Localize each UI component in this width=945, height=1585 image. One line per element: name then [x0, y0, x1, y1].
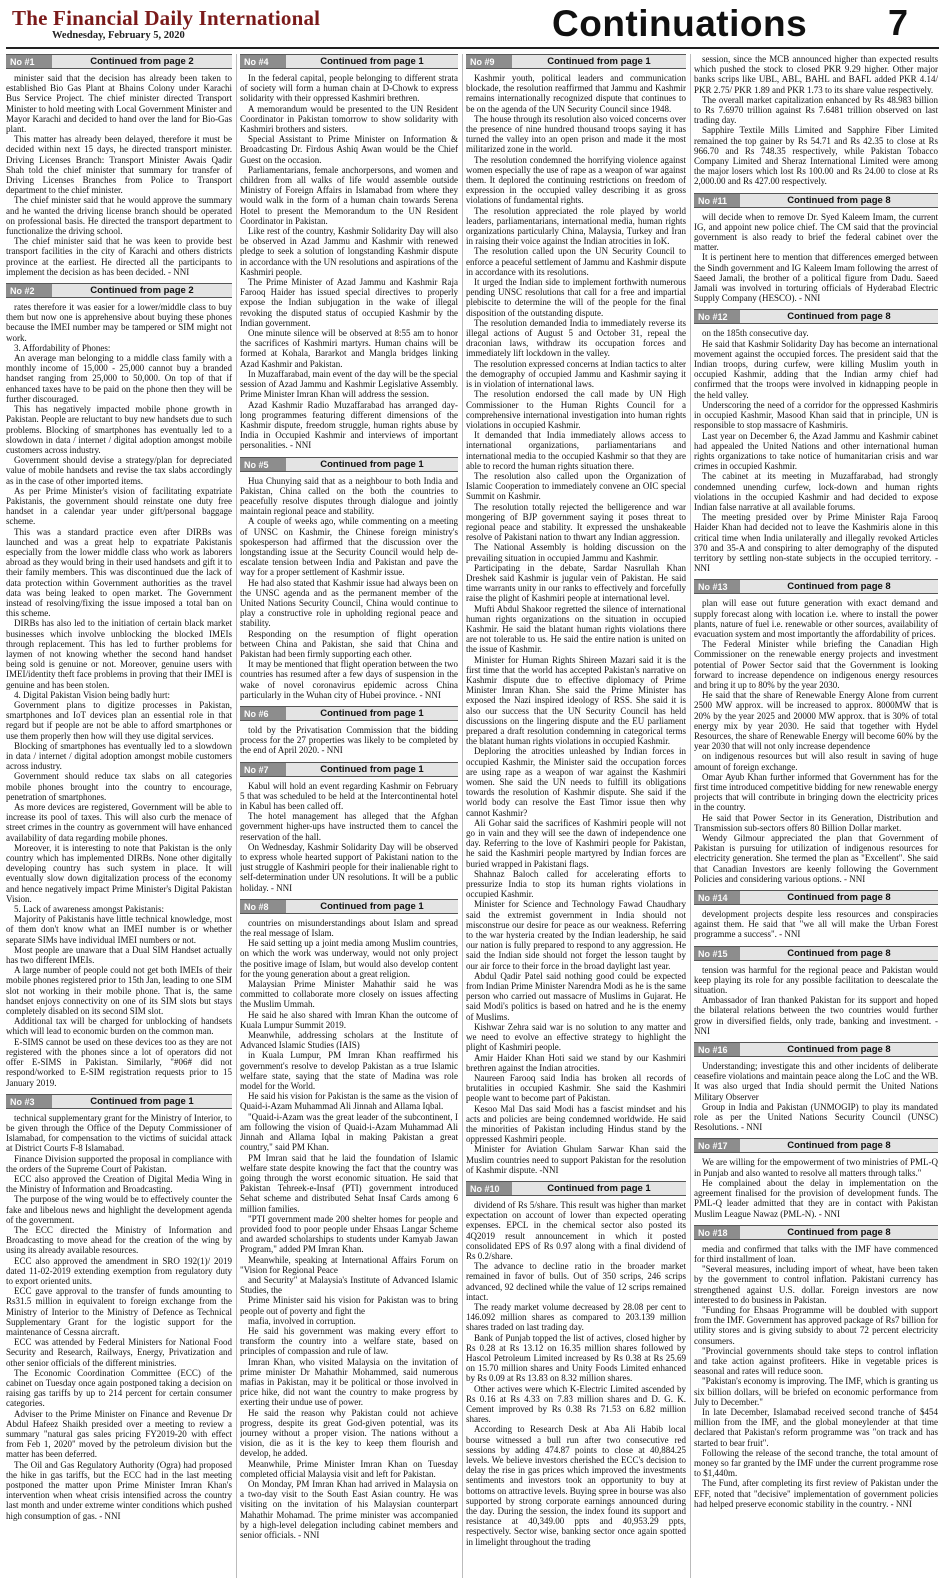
story-paragraph: The resolution condemned the horrifying violence against women especially the use of rape as a weapon of war against them. It deplored the continuing restrictions on freedom of expression in the occupied valley describing it as gross violations of fundamental rights. [466, 154, 686, 206]
story [694, 309, 938, 573]
story-paragraph: Naureen Farooq said India has broken all records of brutalities in occupied Kashmir. She said the Kashmiri people want to become part of Pakistan. [466, 1072, 686, 1104]
story-paragraph: On Monday, PM Imran Khan had arrived in Malaysia on a two-day visit to the South East Asian country. He was visiting on the invitation of his Malaysian counterpart Mahathir Mohamad. The prime minister was accompanied by a high-level delegation including cabinet members and senior officials. - NNI [240, 1479, 458, 1541]
story-paragraph: Amir Haider Khan Hoti said we stand by our Kashmiri brethren against the Indian atrocities. [466, 1052, 686, 1073]
story-paragraph: The resolution expressed concerns at Indian tactics to alter the demography of occupied Jammu and Kashmir saying it is in violation of international laws. [466, 358, 686, 390]
continued-from-label: Continued from page 1 [286, 458, 458, 471]
story-paragraph: Majority of Pakistanis have little technical knowledge, most of them don't know what an IMEI number is or whether separate SIMs have individual IMEI numbers or not. [6, 914, 232, 945]
story-number: No #7 [240, 763, 286, 776]
story-paragraph: According to Research Desk at Aba Ali Habib local bourse witnessed a bull run after two consecutive red sessions by adding 474.87 points to close at 40,884.25 levels. We believe investors cherished the ECC's decision to delay the rise in gas prices which improved the investments sentiments and investors took an opportunity to buy at bottoms on attractive levels. Buying spree in bourse was also supported by strong corporate earnings announced during the day. During the session, the index found its support and resistance at 40,349.00 ppts and 40,953.29 ppts, respectively. Sector wise, banking sector once again spotted in limelight throughout the trading [466, 1424, 686, 1547]
story-paragraph: media and confirmed that talks with the IMF have commenced for third installment of loan. [694, 1243, 938, 1264]
story-paragraph: on the 185th consecutive day. [702, 328, 809, 339]
story-header [694, 1138, 938, 1153]
story-paragraph: plan will ease out future generation with exact demand and supply forecast along with location i.e. where to install the power plants, nature of fuel i.e. renewable or other sources, availability of evacuation system and most importantly the affordability of prices. [694, 598, 938, 639]
story-body [6, 302, 232, 1088]
story-header [240, 762, 458, 777]
story-body [694, 54, 938, 187]
story-paragraph: Understanding; investigate this and other incidents of deliberate ceasefire violations and maintain peace along the LoC and the WB. It was also urged that India should permit the United Nations Military Observer [694, 1061, 938, 1102]
story-header [694, 579, 938, 594]
story-number: No #17 [694, 1139, 740, 1152]
story-paragraph: The overall market capitalization enhanced by Rs 48.983 billion to Rs 7.6970 trillion against Rs 7.6481 trillion observed on last trading day. [694, 94, 938, 126]
story [240, 762, 458, 893]
story-paragraph: An average man belonging to a middle class family with a monthly income of 15,000 - 25,000 cannot buy a branded handset ranging from 25,000 to 50,000. On top of that if enhanced taxes have to be paid on the phone then they will be further discouraged. [6, 353, 232, 404]
story-paragraph: minister said that the decision has already been taken to established Bio Gas Plant at Bhains Colony under Karachi Bus Service Project. The chief minister directed Transport Minister to hold meeting with Local Government Minister and Mayor Karachi and decided to hand over the land for Bio-Gas plant. [6, 73, 232, 135]
story-paragraph: Government should devise a strategy/plan for depreciated value of mobile handsets and revise the tax slabs accordingly as in the case of other imported items. [6, 455, 232, 486]
story-paragraph: Other actives were which K-Electric Limited ascended by Rs 0.16 at Rs 4.33 on 7.83 million shares and D. G. K. Cement improved by Rs 0.38 Rs 71.53 on 6.82 million shares. [466, 1383, 686, 1425]
story-paragraph: It may be mentioned that flight operation between the two countries has resumed after a few days of suspension in the wake of novel coronavirus epidemic across China particularly in the Wuhan city of Hubei province. - NNI [240, 659, 458, 700]
story-paragraph: It demanded that India immediately allows access to international organizations, parliamentarians and international media to the occupied Kashmir so that they are able to record the human rights situation there. [466, 430, 686, 471]
story-paragraph: tension was harmful for the regional peace and Pakistan would keep playing its role for any possible facilitation to deescalate the situation. [694, 964, 938, 996]
continued-from-label: Continued from page 1 [286, 900, 458, 913]
story-body [240, 476, 458, 700]
story-paragraph: Kashmir youth, political leaders and communication blockade, the resolution reaffirmed that Jammu and Kashmir remains internationally recognized dispute that continues to be on the agenda of the UN Security Council since 1948. [466, 73, 686, 114]
story-paragraph: "PTI government made 200 shelter homes for people and provided food to poor people under Ehsaas Langar Scheme and awarded scholarships to students under Kamyab Jawan Program," added PM Imran Khan. [240, 1213, 458, 1255]
continued-from-label: Continued from page 1 [286, 707, 458, 720]
story-number: No #18 [694, 1226, 740, 1239]
story-number: No #14 [694, 891, 740, 904]
continued-from-label: Continued from page 1 [286, 55, 458, 68]
story-paragraph: development projects despite less resources and conspiracies against them. He said that "we all will make the Urban Forest programme a success". - NNI [694, 909, 938, 940]
story-paragraph: and Security" at Malaysia's Institute of Advanced Islamic Studies, the [240, 1274, 458, 1296]
story-paragraph: The chief minister said that he was keen to provide best transport facilities in the city of Karachi and others districts province at the earliest. He directed all the participants to implement the decision as has been decided. - NNI [6, 236, 232, 277]
story-paragraph: Finance Division supported the proposal in compliance with the orders of the Supreme Court of Pakistan. [6, 1153, 232, 1174]
story-body [694, 965, 938, 1036]
story-header [240, 54, 458, 69]
story-paragraph: technical supplementary grant for the Ministry of Interior, to be given through the Office of the Deputy Commissioner of Islamabad, for compensation to the victims of suicidal attack at District Courts F-8 Islamabad. [6, 1112, 232, 1154]
story-paragraph: Adviser to the Prime Minister on Finance and Revenue Dr Abdul Hafeez Shaikh presided over a meeting to review a summary "natural gas sales pricing FY2019-20 with effect from Feb 1, 2020" moved by the petroleum division but the matter has been deferred. [6, 1408, 232, 1460]
story [694, 1042, 938, 1132]
story [6, 1094, 232, 1521]
story-number: No #16 [694, 1043, 740, 1056]
story-header [694, 1042, 938, 1057]
story-body [694, 1061, 938, 1132]
story-number: No #11 [694, 194, 740, 207]
story-paragraph: Minister for Aviation Ghulam Sarwar Khan said the Muslim countries need to support Pakistan for the resolution of Kashmir dispute. -NNI [466, 1144, 686, 1175]
story-number: No #2 [6, 284, 52, 297]
story-paragraph: mafia, involved in corruption. [248, 1315, 356, 1326]
story-paragraph: It urged the Indian side to implement forthwith numerous pending UNSC resolutions that call for a free and impartial plebiscite to determine the will of the people for the final disposition of the outstanding dispute. [466, 277, 686, 318]
story [6, 283, 232, 1088]
story [694, 946, 938, 1036]
story-header [694, 1225, 938, 1240]
story-number: No #12 [694, 310, 740, 323]
story-paragraph: will decide when to remove Dr. Syed Kaleem Imam, the current IG, and appoint new police chief. The CM said that the provincial government is also ready to brief the federal cabinet over the matter. [694, 211, 938, 253]
story-paragraph: As more devices are registered, Government will be able to increase its pool of taxes. This will also curb the menace of street crimes in the country as government will have enhanced availability of data regarding mobile phones. [6, 802, 232, 843]
story-paragraph: Following the release of the second tranche, the total amount of money so far granted by the IMF under the current programme rose to $1,440m. [694, 1447, 938, 1479]
page-number: 7 [888, 2, 909, 43]
story-paragraph: Meanwhile, speaking at International Affairs Forum on "Vision for Regional Peace [240, 1254, 458, 1275]
story-paragraph: One minute silence will be observed at 8:55 am to honor the sacrifices of Kashmiri martyrs. Human chains will be formed at Kohala, Bararkot and Mangla bridges linking Azad Kashmir and Pakistan. [240, 328, 458, 369]
story-paragraph: ECC was attended by Federal Ministers for National Food Security and Research, Railways, Energy, Privatization and other senior officials of the different ministries. [6, 1337, 232, 1368]
story [466, 54, 686, 1175]
story-paragraph: Meanwhile, addressing scholars at the Institute of Advanced Islamic Studies (IAIS) [240, 1030, 458, 1051]
story-paragraph: told by the Privatisation Commission that the bidding process for the 27 properties was likely to be completed by the end of April 2020. - NNI [240, 724, 458, 756]
column-4 [694, 54, 938, 1578]
story-paragraph: Wendy Gilmour appreciated the plan that Government of Pakistan is pursuing for utilization of indigenous resources for electricity generation. She termed the plan as "Excellent". She said that Canadian Investors are keenly following the Government Policies and considering various options. - NNI [694, 833, 938, 884]
story-paragraph: ECC also approved the amendment in SRO 192(1)/ 2019 dated 11-02-2019 extending exemption from regulatory duty to export oriented units. [6, 1255, 232, 1286]
story [694, 890, 938, 940]
story-paragraph: As per Prime Minister's vision of facilitating expatriate Pakistanis, the government should reinstate one duty free handset in a calendar year under gift/personal baggage scheme. [6, 485, 232, 527]
story-paragraph: The resolution endorsed the call made by UN High Commissioner to the Human Rights Council for a comprehensive international investigation into human rights violations in occupied Kashmir. [466, 389, 686, 430]
story [466, 1181, 686, 1547]
story-paragraph: Mufti Abdul Shakoor regretted the silence of international human rights organizations on the situation in occupied Kashmir. He said the blatant human rights violations there are not tolerable to us. He said the entire nation is united on the issue of Kashmir. [466, 603, 686, 655]
story-number: No #10 [466, 1182, 512, 1195]
paper-name: The Financial Daily International [12, 6, 321, 30]
story-paragraph: 4. Digital Pakistan Vision being badly hurt: [14, 689, 171, 700]
story-paragraph: He said he also shared with Imran Khan the outcome of Kuala Lumpur Summit 2019. [240, 1009, 458, 1030]
story-paragraph: He had also stated that Kashmir issue had always been on the UNSC agenda and as the permanent member of the United Nations Security Council, China would continue to play a constructive role in upholding regional peace and stability. [240, 577, 458, 629]
story-paragraph: "Provincial governments should take steps to control inflation and take action against profiteers. Hike in vegetable prices is seasonal and rates will reduce soon. [694, 1345, 938, 1377]
story-paragraph: Most people are unaware that a Dual SIM Handset actually has two different IMEIs. [6, 944, 232, 966]
story-number: No #15 [694, 947, 740, 960]
continued-from-label: Continued from page 8 [740, 891, 938, 904]
story-paragraph: Blocking of smartphones has eventually led to a slowdown in data / internet / digital adoption amongst mobile customers across industry. [6, 740, 232, 772]
story-paragraph: Kabul will hold an event regarding Kashmir on February 5 that was scheduled to be held at the Intercontinental hotel in Kabul has been called off. [240, 780, 458, 811]
story-paragraph: Ambassador of Iran thanked Pakistan for its support and hoped the bilateral relations between the two countries would further grow in diversified fields, only trade, banking and investment. - NNI [694, 995, 938, 1036]
story-header [240, 899, 458, 914]
story-paragraph: Meanwhile, Prime Minister Imran Khan on Tuesday completed official Malaysia visit and left for Pakistan. [240, 1458, 458, 1479]
story-number: No #9 [466, 55, 512, 68]
story-paragraph: He said setting up a joint media among Muslim countries, on which the work was underway, would not only project the positive image of Islam, but would also develop content for the young generation about a great religion. [240, 938, 458, 979]
story-paragraph: Imran Khan, who visited Malaysia on the invitation of prime minister Dr Mahathir Mohammed, said numerous mafias in Pakistan, may it be political or those involved in price hike, did not want the country to make progress by exerting their undue use of power. [240, 1356, 458, 1408]
continued-from-label: Continued from page 1 [52, 1095, 232, 1108]
story-paragraph: The advance to decline ratio in the broader market remained in favor of bulls. Out of 350 scrips, 246 scrips advanced, 92 declined while the value of 12 scrips remained intact. [466, 1261, 686, 1302]
story-paragraph: "Several measures, including import of wheat, have been taken by the government to control inflation. Pakistani currency has strengthened against U.S. dollar. Foreign investors are now interested to do business in Pakistan. [694, 1264, 938, 1305]
story-paragraph: In late December, Islamabad received second tranche of $454 million from the IMF, and the global moneylender at that time declared that Pakistan's reform programme was "on track and has started to bear fruit". [694, 1406, 938, 1448]
story-paragraph: The Prime Minister of Azad Jammu and Kashmir Raja Farooq Haider has issued special directives to properly expose the Indian subjugation in the wake of illegal revoking the disputed status of occupied Kashmir by the Indian government. [240, 277, 458, 328]
story-paragraph: The resolution also called upon the Organization of Islamic Cooperation to immediately convene an OIC special Summit on Kashmir. [466, 470, 686, 502]
column-divider [690, 54, 691, 1578]
story-paragraph: The Economic Coordination Committee (ECC) of the cabinet on Tuesday once again postponed taking a decision on raising gas tariffs by up to 214 percent for certain consumer categories. [6, 1367, 232, 1409]
story-paragraph: The meeting presided over by Prime Minister Raja Farooq Haider Khan had decided not to leave the Kashmiris alone in this critical time when India unilaterally and illegally revoked Articles 370 and 35-A and conspiring to alter demography of the disputed territory by settling non-state subjects in the occupied territory. - NNI [694, 512, 938, 574]
continued-from-label: Continued from page 1 [512, 1182, 686, 1195]
story-paragraph: Last year on December 6, the Azad Jammu and Kashmir cabinet had appealed the United Nations and other international human rights organizations to take notice of humanitarian crisis and war crimes in occupied Kashmir. [694, 430, 938, 472]
masthead [0, 0, 945, 48]
story-paragraph: The resolution appreciated the role played by world leaders, parliamentarians, international media, human rights organizations particularly China, Malaysia, Turkey and Iran in raising their voice against the Indian atrocities in IoK. [466, 205, 686, 247]
story-paragraph: The ready market volume decreased by 28.08 per cent to 146.092 million shares as compared to 203.139 million shares traded on last trading day. [466, 1301, 686, 1333]
story [6, 54, 232, 277]
story-paragraph: "Funding for Ehsaas Programme will be doubled with support from the IMF. Government has approved package of Rs7 billion for utility stores and is giving subsidy to about 72 percent electricity consumers. [694, 1304, 938, 1346]
story-paragraph: in Kuala Lumpur, PM Imran Khan reaffirmed his government's resolve to develop Pakistan as a true Islamic welfare state, saying that the state of Madina was role model for the World. [240, 1050, 458, 1092]
story-header [466, 1181, 686, 1196]
story-number: No #3 [6, 1095, 52, 1108]
story-body [240, 918, 458, 1540]
story-paragraph: He said that the share of Renewable Energy Alone from current 2500 MW approx. will be increased to approx. 8000MW that is 20% by the year 2025 and 20000 MW approx. that is 30% of total energy mix by year 2030. He said that together with Hydel Resources, the share of Renewable Energy will become 60% by the year 2030 that will not only increase dependence [694, 690, 938, 752]
story-paragraph: Government plans to digitize processes in Pakistan, smartphones and IoT devices plan an essential role in that regard but if people are not be able to afford smartphones or use them properly then how will they use digital services. [6, 699, 232, 741]
story-paragraph: He said that Power Sector in its Generation, Distribution and Transmission sub-sectors offers 80 Billion Dollar market. [694, 812, 938, 833]
continued-from-label: Continued from page 8 [740, 194, 938, 207]
story [240, 457, 458, 700]
story-paragraph: PM Imran said that he laid the foundation of Islamic welfare state despite knowing the fact that the country was going through the worst economic situation. He said that Pakistan Tehreek-e-Insaf (PTI) government introduced Sehat scheme and distributed Sehat Insaf Cards among 6 million families. [240, 1152, 458, 1214]
continued-from-label: Continued from page 1 [286, 763, 458, 776]
story-body [694, 1244, 938, 1509]
story-body [694, 909, 938, 940]
column-2 [240, 54, 458, 1578]
story-number: No #6 [240, 707, 286, 720]
story [240, 706, 458, 756]
story-paragraph: The house through its resolution also voiced concerns over the presence of nine hundred thousand troops saying it has turned the valley into an open prison and made it the most militarized zone in the world. [466, 113, 686, 155]
story-body [240, 781, 458, 893]
story-paragraph: Ali Gohar said the sacrifices of Kashmiri people will not go in vain and they will see the dawn of independence one day. Referring to the love of Kashmiri people for Pakistan, he said the Kashmiri people martyred by Indian forces are buried wrapped in Pakistani flags. [466, 817, 686, 869]
story-paragraph: In the federal capital, people belonging to different strata of society will form a human chain at D-Chowk to express solidarity with their oppressed Kashmiri brethren. [240, 73, 458, 104]
story-paragraph: The National Assembly is holding discussion on the prevailing situation in occupied Jammu and Kashmir. [466, 542, 686, 563]
paper-date: Wednesday, February 5, 2020 [52, 30, 185, 41]
continued-from-label: Continued from page 1 [512, 55, 686, 68]
continued-from-label: Continued from page 8 [740, 947, 938, 960]
story-paragraph: This has negatively impacted mobile phone growth in Pakistan. People are reluctant to buy new handsets due to such problems. Blocking of smartphones has eventually led to a slowdown in data / internet / digital adoption amongst mobile customers across industry. [6, 404, 232, 455]
story-header [466, 54, 686, 69]
story-paragraph: He said the reason why Pakistan could not achieve progress, despite its great God-given potential, was its journey without a proper vision. The nations without a vision, die as it is the key to keep them flourish and develop, he added. [240, 1407, 458, 1459]
story-paragraph: Kesoo Mal Das said Modi has a fascist mindset and his acts and policies are being condemned worldwide. He said the minorities of Pakistan including Hindus stand by the oppressed Kashmiri people. [466, 1103, 686, 1145]
story-paragraph: Abdul Qadir Patel said nothing good could be expected from Indian Prime Minister Narendra Modi as he is the same person who carried out massacre of Muslims in Gujarat. He said Modi's politics is based on hatred and he is the enemy of Muslims. [466, 970, 686, 1022]
story-body [466, 1200, 686, 1547]
story-body [694, 598, 938, 884]
story-body [240, 725, 458, 756]
story-paragraph: The cabinet at its meeting in Muzaffarabad, had strongly condemned unending curfew, lock-down and human rights violations in the occupied Kashmir and had decided to expose Indian false narrative at all available forums. [694, 471, 938, 512]
story-paragraph: The hotel management has alleged that the Afghan government higher-ups have instructed them to cancel the reservation of the hall. [240, 811, 458, 842]
story-paragraph: rates therefore it was easier for a lower/middle class to buy them but now one is apprehensive about buying these phones because the IMEI number may be tampered or SIM might not work. [6, 302, 232, 343]
story-body [694, 212, 938, 304]
story-paragraph: He said his vision for Pakistan is the same as the vision of Quaid-i-Azam Muhammad Ali Jinnah and Allama Iqbal. [240, 1091, 458, 1112]
story-paragraph: on indigenous resources but will also result in saving of huge amount of foreign exchange. [694, 751, 938, 772]
story-body [6, 1113, 232, 1521]
story-paragraph: Hua Chunying said that as a neighbour to both India and Pakistan, China called on the both the countries to peacefully resolve disputes through dialogue and jointly maintain regional peace and stability. [240, 475, 458, 517]
story-paragraph: We are willing for the empowerment of two ministries of PML-Q in Punjab and also wanted to resolve all matters through talks." [694, 1157, 938, 1178]
story-paragraph: The resolution demanded India to immediately reverse its illegal actions of August 5 and October 31, repeal the draconian laws, withdraw its occupation forces and immediately lift lockdown in the valley. [466, 317, 686, 359]
story-header [6, 283, 232, 298]
story-paragraph: Parliamentarians, female anchorpersons, and women and children from all walks of life would assemble outside Ministry of Foreign Affairs in Islamabad from where they would walk in the form of a human chain towards Serena Hotel to present the Memorandum to the UN Resident Coordinator in Pakistan. [240, 164, 458, 226]
story-paragraph: On Wednesday, Kashmir Solidarity Day will be observed to express whole hearted support of Pakistani nation to the just struggle of Kashmiri people for their inalienable right to self-determination under UN resolutions. It will be a public holiday. - NNI [240, 841, 458, 893]
story-paragraph: countries on misunderstandings about Islam and spread the real message of Islam. [240, 917, 458, 939]
story-paragraph: Additional tax will be charged for unblocking of handsets which will lead to economic burden on the common man. [6, 1016, 232, 1037]
story-paragraph: A large number of people could not get both IMEIs of their mobile phones registered prior to 15th Jan, leading to one SIM slot not working in their mobile phone. That is, the same handset enjoys connectivity on one of its SIM slots but stays completely disabled on its second SIM slot. [6, 965, 232, 1017]
story-body [240, 73, 458, 451]
story-paragraph: The ECC directed the Ministry of Information and Broadcasting to move ahead for the creation of the wing by using its already available resources. [6, 1224, 232, 1256]
masthead-rule [6, 47, 939, 49]
story-paragraph: "Quaid-i-Azam was the great leader of the subcontinent, I am following the vision of Quaid-i-Azam Muhammad Ali Jinnah and Allama Iqbal in making Pakistan a great country," said PM Khan. [240, 1111, 458, 1153]
story-paragraph: 3. Affordability of Phones: [14, 342, 111, 353]
story-paragraph: The purpose of the wing would be to effectively counter the fake and libelous news and highlight the development agenda of the government. [6, 1194, 232, 1225]
story-paragraph: Sapphire Textile Mills Limited and Sapphire Fiber Limited remained the top gainer by Rs 54.71 and Rs 42.35 to close at Rs 966.70 and Rs 748.35 respectively, while Pakistan Tobacco Company Limited and Sheraz International Limited were among the major losers which lost Rs 100.00 and Rs 24.00 to close at Rs 2,000.00 and Rs 427.00 respectively. [694, 125, 938, 187]
story-paragraph: 5. Lack of awareness amongst Pakistanis: [14, 904, 164, 915]
story [694, 54, 938, 187]
story-header [694, 946, 938, 961]
story-paragraph: dividend of Rs 5/share. This result was higher than market expectation on account of lower than expected operating expenses. EPCL in the chemical sector also posted its 4Q2019 result announcement in which it posted consolidated EPS of Rs 0.97 along with a final dividend of Rs 0.2/share. [466, 1199, 686, 1261]
story-paragraph: Shahnaz Baloch called for accelerating efforts to pressurize India to stop its human rights violations in occupied Kashmir. [466, 868, 686, 900]
story-paragraph: Minister for Science and Technology Fawad Chaudhary said the extremist government in India should not misconstrue our desire for peace as our weakness. Referring to the war hysteria created by the Indian leadership, he said our nation is fully prepared to respond to any aggression. He said the Indian side should not forget the lesson taught by our air force to their force in the broad daylight last year. [466, 899, 686, 971]
story-paragraph: The resolution called upon the UN Security Council to enforce a peaceful settlement of Jammu and Kashmir dispute in accordance with its resolutions. [466, 246, 686, 277]
story-header [240, 457, 458, 472]
story-header [240, 706, 458, 721]
story-paragraph: The Federal Minister while briefing the Canadian High Commissioner on the renewable energy projects and investment potential of Power Sector said that the Government is looking forward to increase dependence on indigenous energy resources and bring it up to 80% by the year 2030. [694, 639, 938, 690]
story-number: No #8 [240, 900, 286, 913]
story-header [6, 1094, 232, 1109]
story-body [694, 1157, 938, 1218]
story-paragraph: He said that Kashmir Solidarity Day has become an international movement against the occupied forces. The president said that the Indian troops, during curfew, were killing Muslim youth in occupied Kashmir, adding that the Indian army chief had confirmed that the troops were involved in kidnapping people in the held valley. [694, 338, 938, 400]
story-paragraph: Kishwar Zehra said war is no solution to any matter and we need to evolve an effective strategy to highlight the plight of Kashmiri people. [466, 1021, 686, 1053]
story-paragraph: Minister for Human Rights Shireen Mazari said it is the first time that the world has accepted Pakistan's narrative on Kashmir dispute due to effective diplomacy of Prime Minister Imran Khan. She said the Prime Minister has exposed the Nazi inspired ideology of RSS. She said it is also our success that the UN Security Council has held discussions on the lingering dispute and the EU parliament prepared a draft resolution condemning in categorical terms the blatant human rights violations in occupied Kashmir. [466, 654, 686, 747]
story-paragraph: It is pertinent here to mention that differences emerged between the Sindh government and IG Kaleem Imam following the arrest of Saeed Jamali, the brother of a political figure from Dadu. Saeed Jamali was involved in torturing officials of Hyderabad Electric Supply Company (HESCO). - NNI [694, 252, 938, 304]
story [240, 54, 458, 451]
story-paragraph: This matter has already been delayed, therefore it must be decided within next 15 days, he directed transport minister. Driving Licenses Branch: Transport Minister Awais Qadir Shah told the chief minister that summary for transfer of Driving Licenses Branches from Police to Transport department to the chief minister. [6, 134, 232, 196]
story-paragraph: Omar Ayub Khan further informed that Government has for the first time introduced competitive bidding for new renewable energy projects that will contribute in bringing down the electricity prices in the country. [694, 771, 938, 813]
story-paragraph: A couple of weeks ago, while commenting on a meeting of UNSC on Kashmir, the Chinese foreign ministry's spokesperson had affirmed that the discussion over the longstanding issue at the Security Council would help de-escalate tension between India and Pakistan and pave the way for a proper settlement of Kashmir issue. [240, 516, 458, 578]
story-paragraph: Malaysian Prime Minister Mahathir said he was committed to collaborate more closely on issues affecting the Muslim Ummah. [240, 979, 458, 1010]
story-paragraph: A memorandum would be presented to the UN Resident Coordinator in Pakistan tomorrow to show solidarity with Kashmiri brothers and sisters. [240, 103, 458, 135]
continued-from-label: Continued from page 8 [740, 1226, 938, 1239]
story-paragraph: Moreover, it is interesting to note that Pakistan is the only country which has implemented DIRBs. None other digitally developing country has such system in place. It will eventually slow down digitalization process of the economy and hence negatively impact Prime Minister's Digital Pakistan Vision. [6, 842, 232, 904]
story [694, 1138, 938, 1218]
column-divider [462, 54, 463, 1578]
story-paragraph: He complained about the delay in implementation on the agreement finalised for the provision of development funds. The PML-Q leader admitted that they are in contact with Pakistan Muslim League Nawaz (PML-N). - NNI [694, 1177, 938, 1219]
story-paragraph: session, since the MCB announced higher than expected results which pushed the stock to closed PKR 9.29 higher. Other major banks scrips like UBL, ABL, BAHL and BAFL added PKR 4.14/ PKR 2.75/ PKR 1.89 and PKR 1.73 to its share value respectively. [694, 54, 938, 95]
story-paragraph: The Oil and Gas Regulatory Authority (Ogra) had proposed the hike in gas tariffs, but the ECC had in the last meeting postponed the matter upon Prime Minister Imran Khan's intervention when wheat crisis intensified across the country last month and under extreme winter conditions which pushed high consumption of gas. - NNI [6, 1459, 232, 1521]
continued-from-label: Continued from page 8 [740, 580, 938, 593]
column-divider [236, 54, 237, 1578]
story-paragraph: Prime Minister said his vision for Pakistan was to bring people out of poverty and fight the [240, 1295, 458, 1316]
story-paragraph: ECC also approved the Creation of Digital Media Wing in the Ministry of Information and Broadcasting. [6, 1173, 232, 1195]
story-paragraph: "Pakistan's economy is improving. The IMF, which is granting us six billion dollars, will be briefed on economic performance from July to December." [694, 1376, 938, 1407]
story-paragraph: In Muzaffarabad, main event of the day will be the special session of Azad Jammu and Kashmir Legislative Assembly. Prime Minister Imran Khan will address the session. [240, 368, 458, 400]
story-paragraph: Government should reduce tax slabs on all categories mobile phones brought into the country to encourage, penetration of smartphones. [6, 771, 232, 802]
continued-from-label: Continued from page 8 [740, 1043, 938, 1056]
story-paragraph: Special Assistant to Prime Minister on Information & Broadcasting Dr. Firdous Ashiq Awan would be the Chief Guest on the occasion. [240, 134, 458, 165]
story-number: No #1 [6, 55, 52, 68]
story-paragraph: Group in India and Pakistan (UNMOGIP) to play its mandated role as per the United Nations Security Council (UNSC) Resolutions. - NNI [694, 1101, 938, 1133]
continued-from-label: Continued from page 2 [52, 55, 232, 68]
story-number: No #4 [240, 55, 286, 68]
story [694, 579, 938, 884]
story [694, 1225, 938, 1509]
story-body [694, 328, 938, 573]
story-body [466, 73, 686, 1175]
story-paragraph: The resolution totally rejected the belligerence and war mongering of BJP government saying it poses threat to regional peace and stability. It expressed the unshakeable resolve of Pakistani nation to thwart any Indian aggression. [466, 501, 686, 543]
story-paragraph: Deploring the atrocities unleashed by Indian forces in occupied Kashmir, the Minister said the occupation forces are using rape as a weapon of war against the Kashmiri women. She said the UN needs to fulfill its obligations towards the resolution of Kashmir dispute. She said if the world body can resolve the East Timor issue then why cannot Kashmir? [466, 746, 686, 818]
story-body [6, 73, 232, 277]
story-paragraph: Like rest of the country, Kashmir Solidarity Day will also be observed in Azad Jammu and Kashmir with renewed pledge to seek a solution of longstanding Kashmir dispute in accordance with the UN resolutions and aspirations of the Kashmiri people. [240, 226, 458, 277]
story [694, 193, 938, 304]
story-paragraph: He said his government was making every effort to transform the country into a welfare state, based on principles of compassion and rule of law. [240, 1325, 458, 1357]
column-3 [466, 54, 686, 1578]
story-paragraph: Responding on the resumption of flight operation between China and Pakistan, she said that China and Pakistan had been firmly supporting each other. [240, 628, 458, 659]
story-paragraph: This was a standard practice even after DIRBs was launched and was a great help to expatriate Pakistanis especially from the lower middle class who work as laborers abroad as they would bring in their used handsets and gift it to their family members. This was discontinued due the lack of data protection within Government authorities as the travel data was being leaked to open market. The Government instead of resolving/fixing the issue imposed a total ban on this scheme. [6, 526, 232, 619]
story-header [694, 193, 938, 208]
story-paragraph: E-SIMS cannot be used on these devices too as they are not registered with the phones since a lot of operators did not offer E-SIMS in Pakistan. Similarly, "#06# did not respond/worked to E-SIM registration requests prior to 15 January 2019. [6, 1036, 232, 1088]
story-paragraph: The chief minister said that he would approve the summary and he wanted the driving license branch should be operated on professional basis. He directed the transport department to functionalize the driving school. [6, 195, 232, 237]
continued-from-label: Continued from page 8 [740, 1139, 938, 1152]
story-paragraph: ECC gave approval to the transfer of funds amounting to Rs31.5 million in equivalent to foreign exchange from the Ministry of Interior to the Ministry of Defence as Technical Supplementary Grant for the logistic support for the maintenance of Cessna aircraft. [6, 1286, 232, 1337]
column-1 [6, 54, 232, 1578]
story-paragraph: Participating in the debate, Sardar Nasrullah Khan Dreshek said Kashmir is jugular vein of Pakistan. He said time warrants unity in our ranks to effectively and forcefully raise the plight of Kashmiri people at international level. [466, 562, 686, 604]
continued-from-label: Continued from page 2 [52, 284, 232, 297]
story-number: No #5 [240, 458, 286, 471]
story-paragraph: Bank of Punjab topped the list of actives, closed higher by Rs 0.28 at Rs 13.12 on 16.35 million shares followed by Hascol Petroleum Limited increased by Rs 0.38 at Rs 25.69 on 15.70 million shares and Unity Foods Limited enhanced by Rs 0.09 at Rs 13.83 on 8.32 million shares. [466, 1332, 686, 1384]
story-header [6, 54, 232, 69]
story-paragraph: The Fund, after completing its first review of Pakistan under the EFF, noted that "decisive" implementation of government policies had helped preserve economic stability in the country. - NNI [694, 1478, 938, 1509]
section-title: Continuations [552, 3, 808, 44]
continued-from-label: Continued from page 8 [740, 310, 938, 323]
story-paragraph: Underscoring the need of a corridor for the oppressed Kashmiris in occupied Kashmir, Masood Khan said that in principle, UN is responsible to stop massacre of Kashmiris. [694, 399, 938, 431]
story-number: No #13 [694, 580, 740, 593]
story-header [694, 309, 938, 324]
story-header [694, 890, 938, 905]
story-paragraph: DIRBs has also led to the initiation of certain black market businesses which involve unblocking the blocked IMEIs through replacement. This has led to further problems for laymen of not knowing whether the second hand handset being sold is genuine or not. Moreover, genuine users with IMEI/identity theft face problems in proving that their IMEI is genuine and has been stolen. [6, 618, 232, 690]
story [240, 899, 458, 1540]
story-paragraph: Azad Kashmir Radio Muzaffarabad has arranged day-long programmes featuring different dimensions of the Kashmir dispute, freedom struggle, human rights abuse by India in Occupied Kashmir and interviews of important personalities. - NNI [240, 399, 458, 451]
